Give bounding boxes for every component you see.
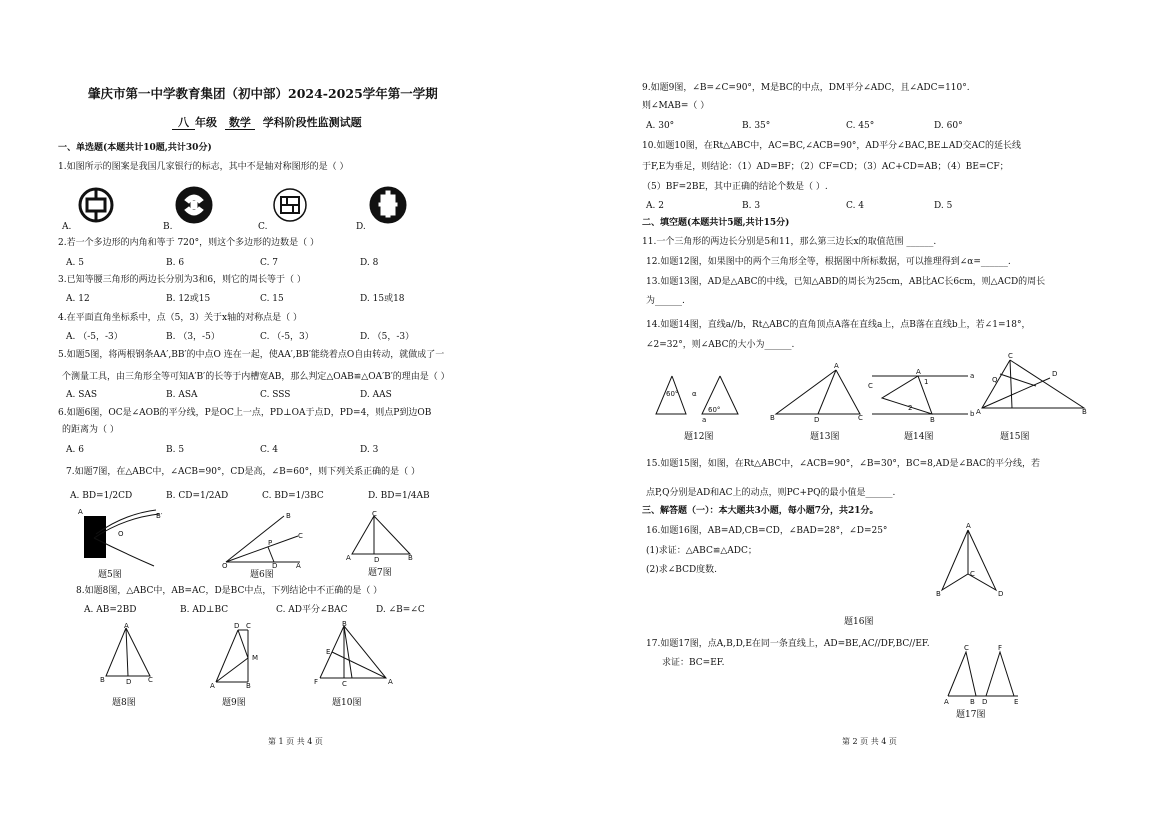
agricultural-bank-logo-icon [369,186,407,224]
svg-text:F: F [998,644,1003,652]
q3-opt-a: A. 12 [66,294,90,304]
figure-6-diagram [222,510,304,568]
figure-16-diagram [936,524,1012,600]
q1-text: 1.如图所示的图案是我国几家银行的标志，其中不是轴对称图形的是（ ） [58,162,349,172]
page-2 [580,0,1155,816]
q5-opt-b: B. ASA [166,390,198,400]
q16-part-2: (2)求∠BCD度数. [646,565,718,575]
svg-text:C: C [148,676,153,684]
q10-text-line2: 于F,E为垂足，则结论：（1）AD=BF；（2）CF=CD；（3）AC+CD=AB；（4）BE=CF； [642,162,1009,172]
q13-text-line2: 为______. [646,296,685,306]
svg-text:E: E [326,648,331,656]
svg-text:B: B [1082,408,1087,416]
q7-text: 7.如题7图，在△ABC中，∠ACB=90°，CD是高，∠B=60°，则下列关系正确的是（ ） [66,467,421,477]
q17-text: 17.如题17图，点A,B,D,E在同一条直线上，AD=BE,AC//DF,BC//EF. [646,639,930,649]
q5-text-line1: 5.如题5图，将两根钢条AA′,BB′的中点O 连在一起，使AA′,BB′能绕着点O自由转动，就做成了一 [58,350,445,360]
q11-text: 11.一个三角形的两边长分别是5和11，那么第三边长x的取值范围 ______. [642,237,937,247]
q14-text-line2: ∠2=32°，则∠ABC的大小为______. [646,340,795,350]
figure-5-caption: 题5图 [98,570,122,580]
q4-opt-a: A. （-5，-3） [66,332,123,342]
industrial-bank-logo-icon [272,187,308,223]
figure-10-diagram [314,622,396,686]
q10-opt-b: B. 3 [742,201,761,211]
svg-text:α: α [692,390,697,398]
grade-suffix: 年级 [195,116,217,129]
q10-opt-d: D. 5 [934,201,953,211]
figure-15-caption: 题15图 [1000,432,1030,442]
svg-text:F: F [314,678,319,686]
svg-text:2: 2 [908,404,913,412]
q5-text-line2: 个测量工具，由三角形全等可知A′B′的长等于内槽宽AB，那么判定△OAB≌△OA′B′的理由是（ ） [62,372,450,382]
q1-opt-a: A. [62,222,72,232]
q7-opt-b: B. CD=1/2AD [166,491,229,501]
construction-bank-logo-icon [175,186,213,224]
q6-opt-c: C. 4 [260,445,279,455]
q5-opt-d: D. AAS [360,390,392,400]
q14-text-line1: 14.如题14图，直线a//b，Rt△ABC的直角顶点A落在直线a上，点B落在直线b上，若∠1=18°， [646,320,1031,330]
q6-text-line1: 6.如题6图，OC是∠AOB的平分线，P是OC上一点，PD⊥OA于点D，PD=4，则点P到边OB [58,408,432,418]
q10-opt-c: C. 4 [846,201,865,211]
svg-text:B: B [936,590,941,598]
exam-title: 肇庆市第一中学教育集团（初中部）2024-2025学年第一学期 [88,86,438,101]
svg-text:C: C [858,414,863,422]
q12-text: 12.如题12图，如果图中的两个三角形全等，根据图中所标数据，可以推理得到∠α=______. [646,257,1011,267]
figure-6-caption: 题6图 [250,570,274,580]
svg-text:B′: B′ [156,512,163,520]
svg-text:60°: 60° [708,406,721,414]
q8-opt-c: C. AD平分∠BAC [276,605,348,615]
svg-text:O: O [222,562,228,570]
page-1-footer: 第 1 页 共 4 页 [268,737,323,746]
q6-opt-a: A. 6 [66,445,84,455]
q16-part-1: (1)求证：△ABC≌△ADC； [646,546,757,556]
section-3-heading: 三、解答题（一）：本大题共3小题，每小题7分，共21分。 [642,506,879,516]
figure-7-caption: 题7图 [368,568,392,578]
q6-opt-d: D. 3 [360,445,379,455]
q4-text: 4.在平面直角坐标系中，点（5，3）关于x轴的对称点是（ ） [58,313,302,323]
svg-text:A: A [976,408,981,416]
q1-opt-d: D. [356,222,366,232]
svg-text:a: a [970,372,975,380]
svg-text:A: A [124,622,129,630]
svg-text:E: E [1014,698,1019,706]
q4-opt-c: C. （-5，3） [260,332,314,342]
svg-text:D: D [982,698,988,706]
q6-opt-b: B. 5 [166,445,185,455]
figure-7-diagram [346,512,416,562]
svg-text:B: B [970,698,975,706]
figure-14-caption: 题14图 [904,432,934,442]
figure-8-diagram [100,624,162,684]
svg-text:b: b [970,410,975,418]
q10-text-line1: 10.如题10图，在Rt△ABC中，AC=BC,∠ACB=90°，AD平分∠BAC,BE⊥AD交AC的延长线 [642,141,1021,151]
figure-14-diagram [868,368,974,424]
figure-13-caption: 题13图 [810,432,840,442]
q8-text: 8.如题8图，△ABC中，AB=AC，D是BC中点，下列结论中不正确的是（ ） [76,586,383,596]
svg-text:A: A [296,562,301,570]
q7-opt-c: C. BD=1/3BC [262,491,324,501]
svg-text:Q: Q [992,376,998,384]
q2-opt-b: B. 6 [166,258,185,268]
q9-text-line1: 9.如题9图，∠B=∠C=90°，M是BC的中点，DM平分∠ADC，且∠ADC=110°. [642,83,970,93]
svg-text:A: A [210,682,215,690]
figure-9-caption: 题9图 [222,698,246,708]
q7-opt-d: D. BD=1/4AB [368,491,430,501]
svg-text:A: A [944,698,949,706]
q4-opt-d: D. （5，-3） [360,332,415,342]
svg-text:B: B [930,416,935,424]
q9-opt-d: D. 60° [934,121,963,131]
exam-subtitle [172,117,362,128]
figure-17-diagram [944,644,1024,708]
svg-text:C: C [342,680,347,688]
q15-text-line2: 点P,Q分别是AD和AC上的动点，则PC+PQ的最小值是______. [646,488,896,498]
q3-opt-b: B. 12或15 [166,294,211,304]
svg-text:P: P [268,539,273,547]
svg-text:D: D [1052,370,1058,378]
q8-opt-d: D. ∠B=∠C [376,605,425,615]
figure-16-caption: 题16图 [844,617,874,627]
svg-text:B: B [246,682,251,690]
q9-text-line2: 则∠MAB=（ ） [642,101,710,111]
figure-8-caption: 题8图 [112,698,136,708]
svg-text:C: C [868,382,873,390]
page-2-footer: 第 2 页 共 4 页 [842,737,897,746]
svg-text:D: D [272,562,278,570]
q1-opt-c: C. [258,222,268,232]
svg-text:M: M [252,654,259,662]
q6-text-line2: 的距离为（ ） [62,425,119,435]
figure-15-diagram [976,354,1092,418]
q2-opt-c: C. 7 [260,258,279,268]
svg-text:C: C [964,644,969,652]
q2-opt-a: A. 5 [66,258,84,268]
svg-text:C: C [1008,352,1013,360]
figure-9-diagram [208,624,270,688]
figure-12-diagram [652,372,744,422]
q15-text-line1: 15.如题15图，如图，在Rt△ABC中，∠ACB=90°，∠B=30°，BC=8,AD是∠BAC的平分线，若 [646,459,1040,469]
bank-of-china-logo-icon [78,187,114,223]
svg-text:B: B [342,620,347,628]
q8-opt-a: A. AB=2BD [84,605,137,615]
section-1-heading: 一、单选题(本题共计10题,共计30分) [58,143,212,153]
figure-10-caption: 题10图 [332,698,362,708]
q4-opt-b: B. （3，-5） [166,332,220,342]
svg-text:A: A [834,362,839,370]
svg-text:B: B [286,512,291,520]
svg-text:A: A [916,368,921,376]
subject: 数学 [225,116,255,130]
figure-5-diagram [74,508,169,570]
figure-13-diagram [770,364,866,424]
q9-opt-a: A. 30° [646,121,675,131]
q3-text: 3.已知等腰三角形的两边长分别为3和6，则它的周长等于（ ） [58,275,306,285]
q7-opt-a: A. BD=1/2CD [70,491,133,501]
svg-text:D: D [126,678,132,686]
svg-text:O: O [118,530,124,538]
svg-text:B: B [770,414,775,422]
svg-text:a: a [702,416,707,424]
svg-text:B: B [408,554,413,562]
q1-opt-b: B. [163,222,173,232]
svg-text:C: C [372,510,377,518]
q9-opt-b: B. 35° [742,121,771,131]
svg-text:A: A [78,508,83,516]
svg-text:D: D [374,556,380,564]
svg-text:D: D [814,416,820,424]
svg-text:C: C [970,570,975,578]
svg-text:C: C [298,532,303,540]
svg-text:A: A [346,554,351,562]
figure-12-caption: 题12图 [684,432,714,442]
grade: 八 [172,116,195,130]
q3-opt-c: C. 15 [260,294,284,304]
svg-text:D: D [234,622,240,630]
svg-text:C: C [246,622,251,630]
section-2-heading: 二、填空题(本题共计5题,共计15分) [642,218,790,228]
q17-prove: 求证：BC=EF. [662,658,725,668]
svg-text:1: 1 [924,378,929,386]
subtitle-rest: 学科阶段性监测试题 [262,116,362,129]
svg-text:B: B [100,676,105,684]
figure-17-caption: 题17图 [956,710,986,720]
svg-text:60°: 60° [666,390,679,398]
q5-opt-c: C. SSS [260,390,291,400]
q10-text-line3: （5）BF=2BE，其中正确的结论个数是（ ）. [642,182,828,192]
q9-opt-c: C. 45° [846,121,875,131]
q10-opt-a: A. 2 [646,201,664,211]
svg-text:A: A [388,678,393,686]
q16-text: 16.如题16图，AB=AD,CB=CD，∠BAD=28°，∠D=25° [646,526,888,536]
q3-opt-d: D. 15或18 [360,294,405,304]
q13-text-line1: 13.如题13图，AD是△ABC的中线，已知△ABD的周长为25cm，AB比AC长6cm，则△ACD的周长 [646,277,1046,287]
svg-text:A: A [966,522,971,530]
q2-text: 2.若一个多边形的内角和等于 720°，则这个多边形的边数是（ ） [58,238,319,248]
q8-opt-b: B. AD⊥BC [180,605,229,615]
q2-opt-d: D. 8 [360,258,379,268]
svg-text:D: D [998,590,1004,598]
q5-opt-a: A. SAS [66,390,98,400]
